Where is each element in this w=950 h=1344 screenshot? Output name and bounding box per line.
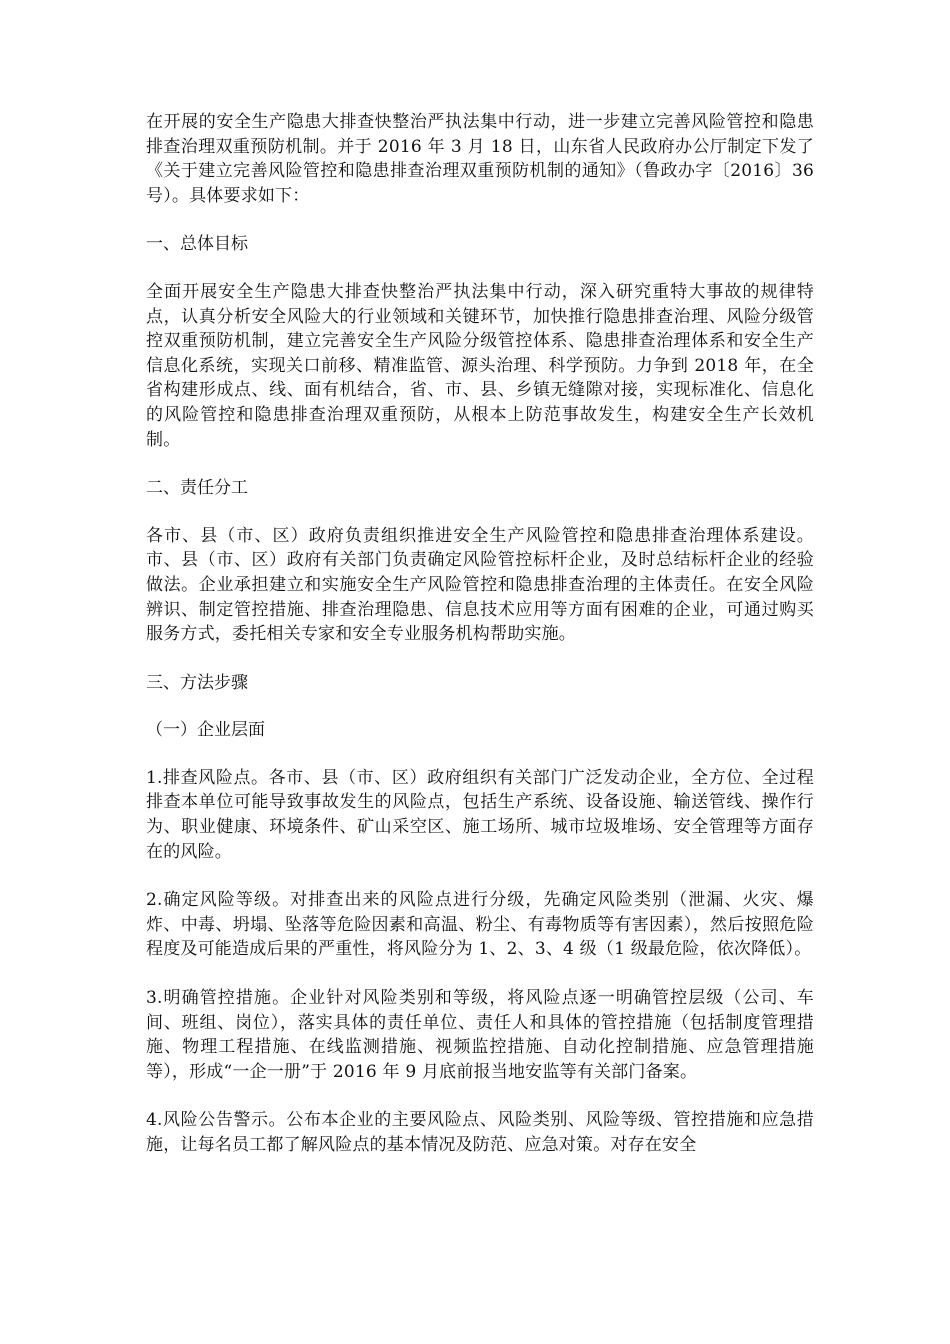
- subsection-heading-enterprise: （一）企业层面: [146, 720, 265, 741]
- document-body: [146, 110, 814, 1182]
- intro-paragraph: 在开展的安全生产隐患大排查快整治严执法集中行动，进一步建立完善风险管控和隐患排查治理双重预防机制。并于 2016 年 3 月 18 日，山东省人民政府办公厅制定下发了《关于建立完善风险管控和隐患排查治理双重预防机制的通知》（鲁政办字〔2016〕36 号）。具体要求如下：: [146, 112, 815, 206]
- step-4-paragraph: 4.风险公告警示。公布本企业的主要风险点、风险类别、风险等级、管控措施和应急措施，让每名员工都了解风险点的基本情况及防范、应急对策。对存在安全: [146, 1110, 814, 1155]
- goal-paragraph: 全面开展安全生产隐患大排查快整治严执法集中行动，深入研究重特大事故的规律特点，认真分析安全风险大的行业领域和关键环节，加快推行隐患排查治理、风险分级管控双重预防机制，建立完善安全生产风险分级管控体系、隐患排查治理体系和安全生产信息化系统，实现关口前移、精准监管、源头治理、科学预防。力争到 2018 年，在全省构建形成点、线、面有机结合，省、市、县、乡镇无缝隙对接，实现标准化、信息化的风险管控和隐患排查治理双重预防，从根本上防范事故发生，构建安全生产长效机制。: [146, 281, 814, 450]
- step-3-paragraph: 3.明确管控措施。企业针对风险类别和等级，将风险点逐一明确管控层级（公司、车间、班组、岗位），落实具体的责任单位、责任人和具体的管控措施（包括制度管理措施、物理工程措施、在线监测措施、视频监控措施、自动化控制措施、应急管理措施等），形成“一企一册”于 2016 年 9 月底前报当地安监等有关部门备案。: [146, 988, 814, 1082]
- duty-paragraph: 各市、县（市、区）政府负责组织推进安全生产风险管控和隐患排查治理体系建设。市、县（市、区）政府有关部门负责确定风险管控标杆企业，及时总结标杆企业的经验做法。企业承担建立和实施安全生产风险管控和隐患排查治理的主体责任。在安全风险辨识、制定管控措施、排查治理隐患、信息技术应用等方面有困难的企业，可通过购买服务方式，委托相关专家和安全专业服务机构帮助实施。: [146, 525, 814, 645]
- section-heading-duty: 二、责任分工: [146, 478, 248, 499]
- section-heading-steps: 三、方法步骤: [146, 672, 248, 693]
- section-heading-goal: 一、总体目标: [146, 234, 248, 255]
- step-1-paragraph: 1.排查风险点。各市、县（市、区）政府组织有关部门广泛发动企业，全方位、全过程排查本单位可能导致事故发生的风险点，包括生产系统、设备设施、输送管线、操作行为、职业健康、环境条件、矿山采空区、施工场所、城市垃圾堆场、安全管理等方面存在的风险。: [146, 767, 814, 862]
- step-2-paragraph: 2.确定风险等级。对排查出来的风险点进行分级，先确定风险类别（泄漏、火灾、爆炸、中毒、坍塌、坠落等危险因素和高温、粉尘、有毒物质等有害因素），然后按照危险程度及可能造成后果的严重性，将风险分为 1、2、3、4 级（1 级最危险，依次降低）。: [146, 890, 814, 960]
